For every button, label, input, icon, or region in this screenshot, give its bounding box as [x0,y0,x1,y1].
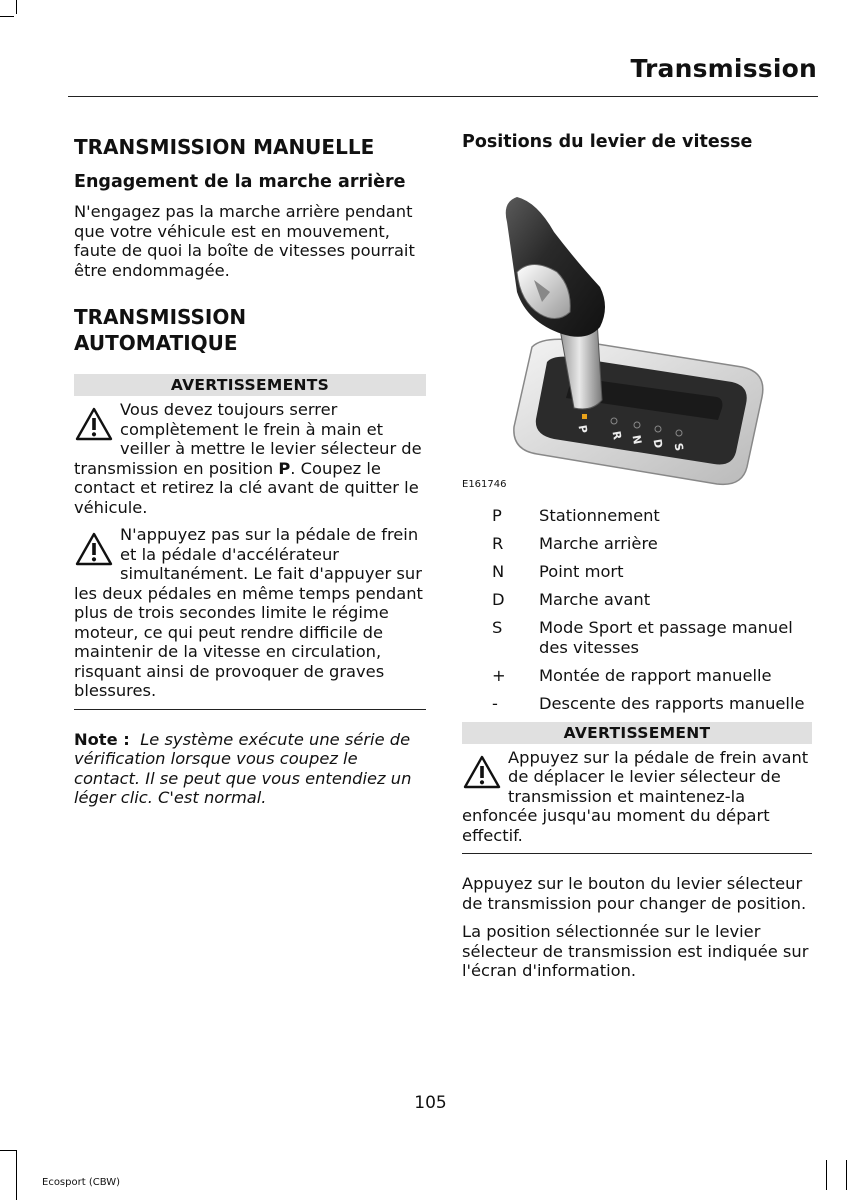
crop-mark [16,0,17,14]
warning-bold-letter: P [278,458,291,478]
warning-title: AVERTISSEMENT [462,722,812,744]
gear-positions-heading: Positions du levier de vitesse [462,132,753,152]
warning-triangle-icon [74,531,114,567]
heading-line: TRANSMISSION [74,305,247,329]
gate-letter-s: S [671,442,686,453]
gate-letter-p: P [575,424,590,435]
gear-label: Descente des rapports manuelle [539,693,805,713]
gear-row-minus [462,694,812,714]
gear-key: - [492,693,498,713]
warning-text: . Coupez le contact et retirez la clé avant de quitter le véhicule. [74,458,419,517]
header-rule [68,96,818,97]
automatic-transmission-heading [74,304,426,356]
reverse-gear-text: N'engagez pas la marche arrière pendant que votre véhicule est en mouvement, faute de quoi la boîte de vitesses pourrait être endommagée. [74,202,415,280]
image-code: E161746 [462,479,507,490]
note-label: Note : [74,729,130,749]
footer-model: Ecosport (CBW) [42,1177,120,1188]
heading-line: AUTOMATIQUE [74,331,238,355]
warning-brake-pedal [462,748,812,846]
gear-label: Montée de rapport manuelle [539,665,772,685]
note [74,730,426,808]
gear-label: Stationnement [539,506,660,525]
right-column [462,130,812,981]
gear-row-plus [462,666,812,686]
reverse-gear-heading: Engagement de la marche arrière [74,172,406,192]
page-title: Transmission [630,54,817,83]
crop-mark [826,1160,827,1190]
gear-row-d [462,590,812,610]
crop-mark [846,1160,847,1190]
warnings-title: AVERTISSEMENTS [74,374,426,396]
gear-key: S [492,618,503,637]
manual-transmission-heading: TRANSMISSION MANUELLE [74,135,375,159]
gear-key: R [492,534,504,553]
gear-key: + [492,665,506,685]
gear-row-s [462,618,812,657]
note-text: Le système exécute une série de vérification lorsque vous coupez le contact. Il se peut que vous entendiez un léger clic. C'est normal. [74,729,412,807]
warning-text: Appuyez sur la pédale de frein avant de déplacer le levier sélecteur de transmission et maintenez-la enfoncée jusqu'au moment du départ effectif. [462,747,809,845]
warnings-end-rule [74,709,426,710]
crop-mark [0,1150,16,1151]
warning-triangle-icon [74,406,114,442]
gear-shifter-image [462,162,812,492]
gate-letter-d: D [650,438,665,450]
left-column [74,130,426,808]
gate-letter-r: R [609,430,624,441]
gear-key: D [492,590,505,609]
selector-button-text: Appuyez sur le bouton du levier sélecteur de transmission pour changer de position. [462,874,807,913]
gear-row-p [462,506,812,526]
warning-handbrake [74,400,426,517]
gear-row-n [462,562,812,582]
gear-row-r [462,534,812,554]
crop-mark [16,1150,17,1200]
gear-label: Marche avant [539,590,651,609]
gear-label: Point mort [539,562,624,581]
warning-text: Vous devez toujours serrer complètement le frein à main et veiller à mettre le levier sélecteur de transmission en position [74,400,422,478]
warning-text: N'appuyez pas sur la pédale de frein et la pédale d'accélérateur simultanément. Le fait d'appuyer sur les deux pédales en même temps pendant plus de trois secondes limite le régime moteur, ce qui peut rendre difficile de maintenir de la vitesse en circulation, risquant ainsi de provoquer de graves blessures. [74,525,423,700]
gear-label: Marche arrière [539,534,658,553]
gate-letter-n: N [629,434,644,446]
gear-list [462,506,812,713]
selected-position-text: La position sélectionnée sur le levier sélecteur de transmission est indiquée sur l'écran d'information. [462,922,809,980]
gear-key: P [492,506,502,525]
warning-pedals [74,525,426,701]
warning-end-rule [462,853,812,854]
gear-label: Mode Sport et passage manuel des vitesses [539,618,793,657]
page-number: 105 [414,1093,447,1113]
gear-key: N [492,562,505,581]
crop-mark [0,16,14,17]
gear-shifter-illustration [462,162,812,492]
warning-triangle-icon [462,754,502,790]
